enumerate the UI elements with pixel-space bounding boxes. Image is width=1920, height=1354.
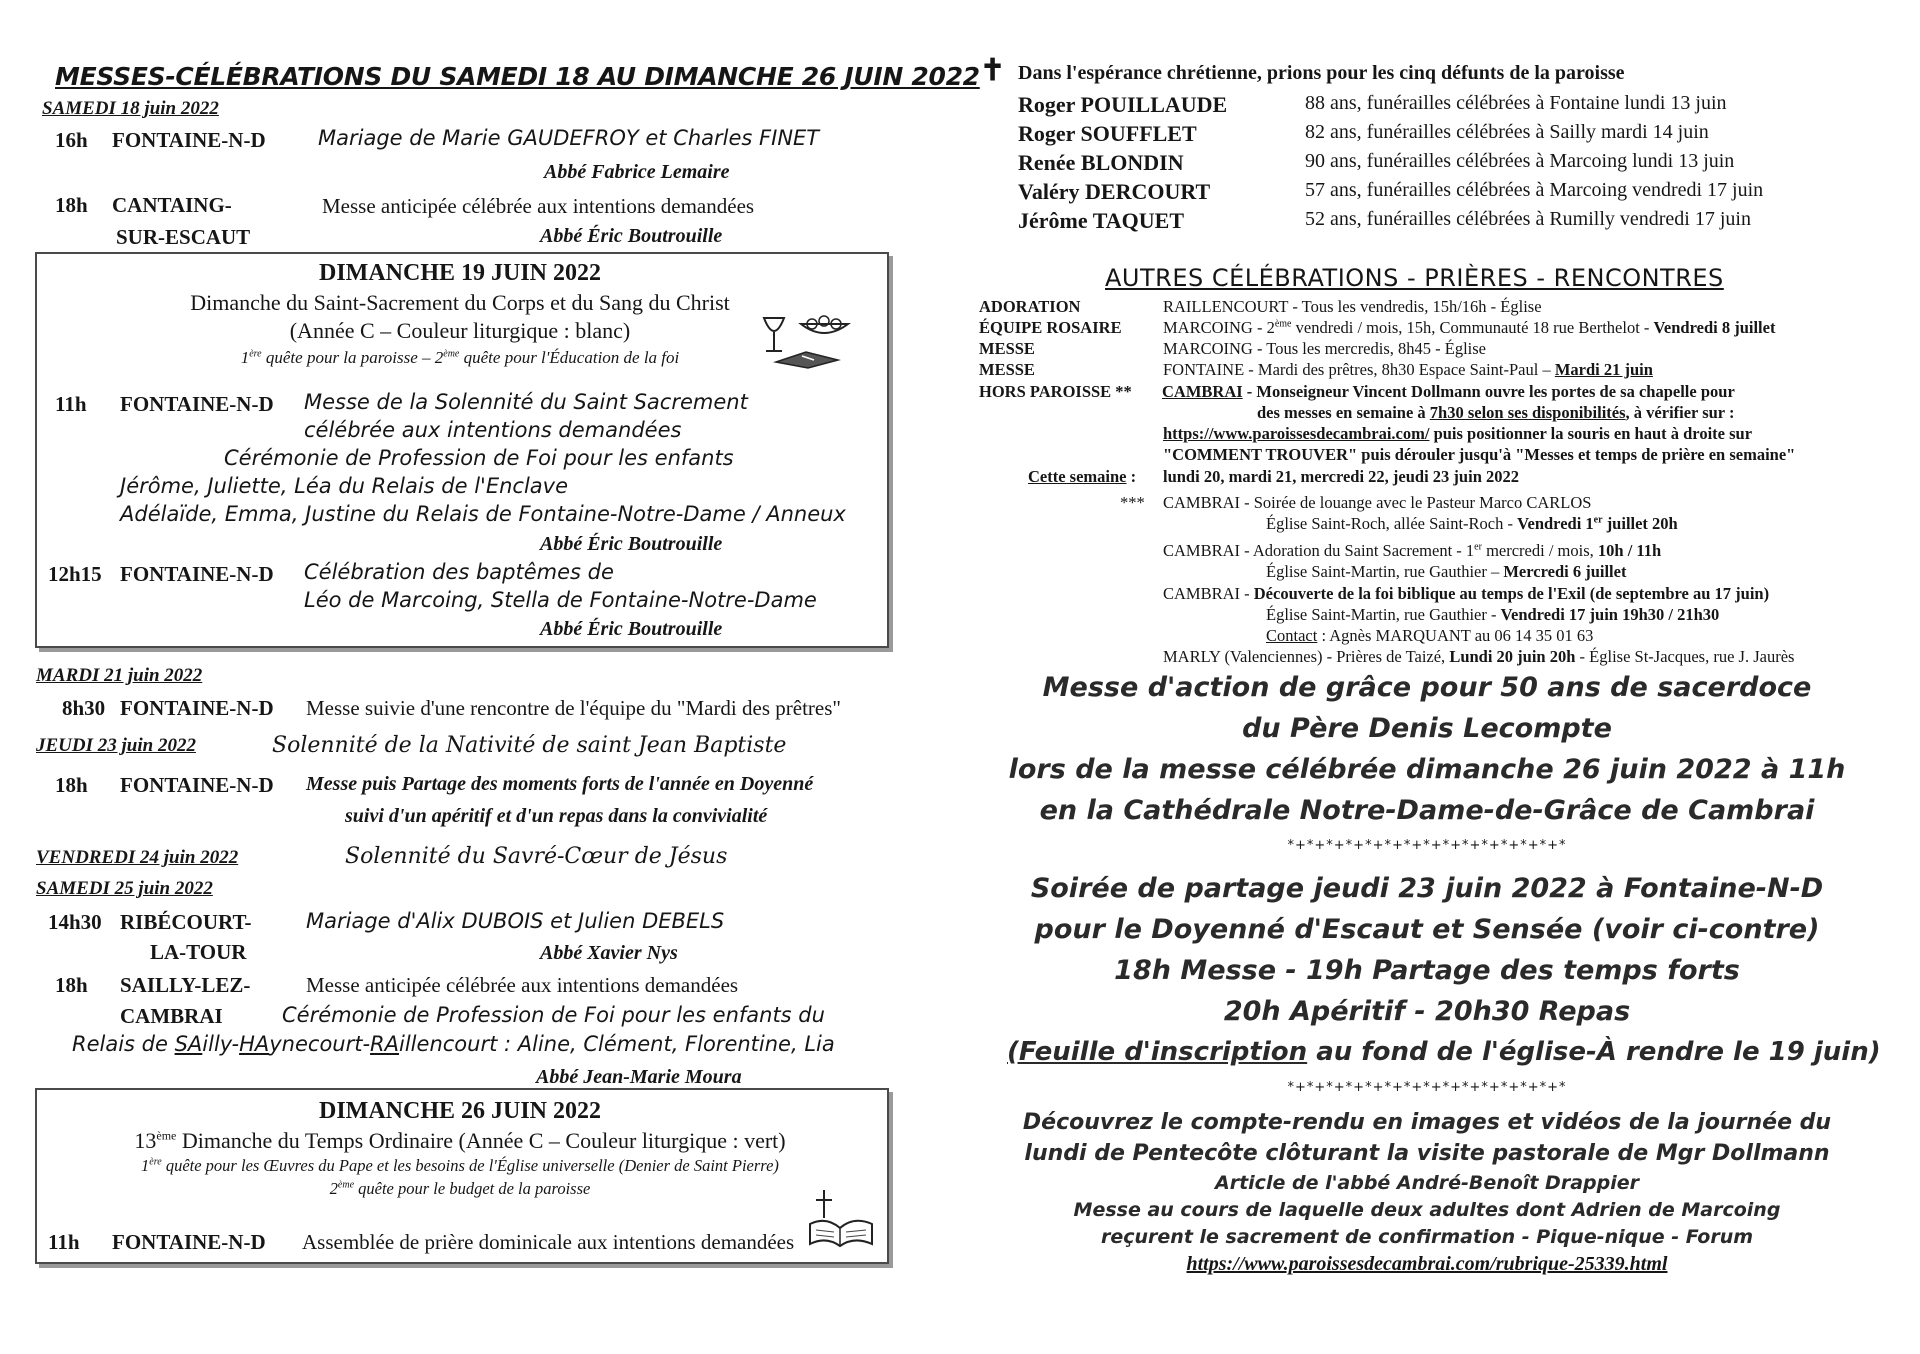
day-header-thu23: JEUDI 23 juin 2022 xyxy=(36,735,196,756)
autres-title: AUTRES CÉLÉBRATIONS - PRIÈRES - RENCONTRES xyxy=(1105,264,1724,292)
page-title: MESSES-CÉLÉBRATIONS DU SAMEDI 18 AU DIMANCHE 26 JUIN 2022 xyxy=(55,62,980,91)
deceased-info: 90 ans, funérailles célébrées à Marcoing lundi 13 juin xyxy=(1305,150,1735,172)
event-time: 8h30 xyxy=(62,696,106,720)
event-desc: Messe puis Partage des moments forts de l'année en Doyenné xyxy=(306,773,814,795)
event-time: 16h xyxy=(55,128,88,152)
row-text: Église Saint-Roch, allée Saint-Roch - Vendredi 1er juillet 20h xyxy=(1266,514,1678,533)
event-place: CAMBRAI xyxy=(120,1004,223,1028)
jubile-line4: en la Cathédrale Notre-Dame-de-Grâce de Cambrai xyxy=(1039,795,1815,826)
row-text: CAMBRAI - Monseigneur Vincent Dollmann ouvre les portes de sa chapelle pour xyxy=(1162,382,1735,401)
event-place: RIBÉCOURT- xyxy=(120,910,252,934)
book-candle-icon xyxy=(806,1188,876,1250)
row-text: MARCOING - 2ème vendredi / mois, 15h, Communauté 18 rue Berthelot - Vendredi 8 juillet xyxy=(1163,318,1776,337)
deceased-info: 82 ans, funérailles célébrées à Sailly mardi 14 juin xyxy=(1305,121,1709,143)
deceased-info: 57 ans, funérailles célébrées à Marcoing vendredi 17 juin xyxy=(1305,179,1764,201)
event-priest: Abbé Xavier Nys xyxy=(540,942,678,964)
event-time: 18h xyxy=(55,973,88,997)
event-desc: Célébration des baptêmes de xyxy=(304,560,614,584)
event-place: FONTAINE-N-D xyxy=(120,392,274,416)
event-place: FONTAINE-N-D xyxy=(112,1230,266,1254)
compte-line3: Article de l'abbé André-Benoît Drappier xyxy=(1215,1172,1639,1194)
deceased-name: Renée BLONDIN xyxy=(1018,150,1184,175)
row-label: ADORATION xyxy=(979,297,1081,316)
week-text: lundi 20, mardi 21, mercredi 22, jeudi 23 juin 2022 xyxy=(1163,467,1519,486)
soiree-line4: 20h Apéritif - 20h30 Repas xyxy=(1223,996,1631,1027)
day-header-sat25: SAMEDI 25 juin 2022 xyxy=(36,878,213,899)
jubile-line1: Messe d'action de grâce pour 50 ans de sacerdoce xyxy=(1042,672,1812,703)
soiree-line3: 18h Messe - 19h Partage des temps forts xyxy=(1114,955,1740,986)
stars-divider: *+*+*+*+*+*+*+*+*+*+*+*+*+*+* xyxy=(1287,838,1567,853)
event-priest: Abbé Fabrice Lemaire xyxy=(544,161,730,183)
sunday26-quete2: 2ème quête pour le budget de la paroisse xyxy=(329,1179,591,1198)
row-text: CAMBRAI - Soirée de louange avec le Pasteur Marco CARLOS xyxy=(1163,493,1592,512)
paroisses-link[interactable]: https://www.paroissesdecambrai.com/ xyxy=(1163,424,1430,443)
event-place: FONTAINE-N-D xyxy=(120,696,274,720)
event-place: FONTAINE-N-D xyxy=(120,562,274,586)
cross-icon: ✝ xyxy=(980,54,1006,87)
event-desc: Messe de la Solennité du Saint Sacrement xyxy=(304,390,748,414)
compte-line4: Messe au cours de laquelle deux adultes dont Adrien de Marcoing xyxy=(1073,1199,1781,1221)
event-time: 11h xyxy=(48,1230,80,1254)
row-text: MARCOING - Tous les mercredis, 8h45 - Église xyxy=(1163,339,1486,358)
compte-line2: lundi de Pentecôte clôturant la visite pastorale de Mgr Dollmann xyxy=(1024,1141,1830,1166)
row-text: des messes en semaine à 7h30 selon ses disponibilités, à vérifier sur : xyxy=(1257,403,1735,422)
event-place: FONTAINE-N-D xyxy=(120,773,274,797)
sunday26-line1: 13ème Dimanche du Temps Ordinaire (Année C – Couleur liturgique : vert) xyxy=(134,1128,786,1153)
row-text: RAILLENCOURT - Tous les vendredis, 15h/16h - Église xyxy=(1163,297,1542,316)
event-priest: Abbé Jean-Marie Moura xyxy=(536,1066,742,1088)
row-text: CAMBRAI - Découverte de la foi biblique au temps de l'Exil (de septembre au 17 juin) xyxy=(1163,584,1770,603)
event-desc: Jérôme, Juliette, Léa du Relais de l'Enclave xyxy=(120,474,569,498)
deceased-info: 52 ans, funérailles célébrées à Rumilly vendredi 17 juin xyxy=(1305,208,1751,230)
row-label: MESSE xyxy=(979,360,1035,379)
event-desc: suivi d'un apéritif et d'un repas dans la convivialité xyxy=(345,805,768,827)
row-text: Contact : Agnès MARQUANT au 06 14 35 01 63 xyxy=(1266,626,1594,645)
event-time: 18h xyxy=(55,193,88,217)
soiree-line5: (Feuille d'inscription au fond de l'église-À rendre le 19 juin) xyxy=(1007,1037,1881,1067)
sunday19-quete: 1ère quête pour la paroisse – 2ème quête pour l'Éducation de la foi xyxy=(240,348,680,367)
chalice-bread-icon xyxy=(756,310,866,370)
day-header-fri24: VENDREDI 24 juin 2022 xyxy=(36,847,239,868)
event-priest: Abbé Éric Boutrouille xyxy=(540,225,723,247)
event-desc: Messe anticipée célébrée aux intentions demandées xyxy=(306,973,739,997)
event-desc: Mariage de Marie GAUDEFROY et Charles FINET xyxy=(318,126,820,150)
row-label: MESSE xyxy=(979,339,1035,358)
event-desc: Messe suivie d'une rencontre de l'équipe du "Mardi des prêtres" xyxy=(306,696,841,720)
deceased-name: Valéry DERCOURT xyxy=(1018,179,1211,204)
event-time: 14h30 xyxy=(48,910,102,934)
event-place: LA-TOUR xyxy=(150,940,247,964)
event-desc: Adélaïde, Emma, Justine du Relais de Fontaine-Notre-Dame / Anneux xyxy=(120,502,846,526)
row-text: Église Saint-Martin, rue Gauthier – Mercredi 6 juillet xyxy=(1266,562,1627,581)
event-desc: célébrée aux intentions demandées xyxy=(304,418,682,442)
event-time: 12h15 xyxy=(48,562,102,586)
event-desc: Messe anticipée célébrée aux intentions demandées xyxy=(322,194,755,218)
event-desc: Relais de SAilly-HAynecourt-RAillencourt : Aline, Clément, Florentine, Lia xyxy=(72,1032,835,1056)
sunday19-header: DIMANCHE 19 JUIN 2022 xyxy=(319,260,601,286)
feast-title: Solennité du Savré-Cœur de Jésus xyxy=(345,844,728,869)
sunday19-line2: (Année C – Couleur liturgique : blanc) xyxy=(289,318,631,343)
row-text: CAMBRAI - Adoration du Saint Sacrement - 1er mercredi / mois, 10h / 11h xyxy=(1163,541,1662,560)
feast-title: Solennité de la Nativité de saint Jean Baptiste xyxy=(272,733,787,758)
event-priest: Abbé Éric Boutrouille xyxy=(540,533,723,555)
sunday19-line1: Dimanche du Saint-Sacrement du Corps et du Sang du Christ xyxy=(190,290,730,315)
row-text: "COMMENT TROUVER" puis dérouler jusqu'à "Messes et temps de prière en semaine" xyxy=(1163,445,1796,464)
week-label: Cette semaine : xyxy=(1028,467,1137,486)
row-label: ÉQUIPE ROSAIRE xyxy=(979,318,1122,337)
compte-line5: reçurent le sacrement de confirmation - Pique-nique - Forum xyxy=(1100,1226,1754,1248)
soiree-line2: pour le Doyenné d'Escaut et Sensée (voir ci-contre) xyxy=(1034,914,1820,945)
compte-line1: Découvrez le compte-rendu en images et vidéos de la journée du xyxy=(1022,1110,1832,1135)
event-place: CANTAING- xyxy=(112,193,232,217)
compte-url-link[interactable]: https://www.paroissesdecambrai.com/rubrique-25339.html xyxy=(1186,1253,1668,1275)
event-desc: Léo de Marcoing, Stella de Fontaine-Notre-Dame xyxy=(304,588,817,612)
sunday26-quete1: 1ère quête pour les Œuvres du Pape et les besoins de l'Église universelle (Denier de Saint Pierre) xyxy=(141,1156,779,1175)
row-text: Église Saint-Martin, rue Gauthier - Vendredi 17 juin 19h30 / 21h30 xyxy=(1266,605,1720,624)
stars-divider: *+*+*+*+*+*+*+*+*+*+*+*+*+*+* xyxy=(1287,1080,1567,1095)
row-text: FONTAINE - Mardi des prêtres, 8h30 Espace Saint-Paul – Mardi 21 juin xyxy=(1163,360,1653,379)
event-desc: Mariage d'Alix DUBOIS et Julien DEBELS xyxy=(306,909,725,933)
event-desc: Cérémonie de Profession de Foi pour les enfants du xyxy=(282,1003,825,1027)
jubile-line2: du Père Denis Lecompte xyxy=(1242,713,1612,744)
deaths-intro: Dans l'espérance chrétienne, prions pour les cinq défunts de la paroisse xyxy=(1018,62,1625,84)
event-desc: Assemblée de prière dominicale aux intentions demandées xyxy=(302,1230,795,1254)
event-desc: Cérémonie de Profession de Foi pour les enfants xyxy=(224,446,734,470)
deceased-name: Roger POUILLAUDE xyxy=(1018,92,1228,117)
day-header-tue21: MARDI 21 juin 2022 xyxy=(36,665,203,686)
event-place: FONTAINE-N-D xyxy=(112,128,266,152)
event-priest: Abbé Éric Boutrouille xyxy=(540,618,723,640)
row-text: https://www.paroissesdecambrai.com/ puis positionner la souris en haut à droite sur xyxy=(1163,424,1753,443)
deceased-name: Jérôme TAQUET xyxy=(1018,208,1184,233)
row-star: *** xyxy=(1120,493,1145,512)
sunday26-header: DIMANCHE 26 JUIN 2022 xyxy=(319,1098,601,1124)
jubile-line3: lors de la messe célébrée dimanche 26 juin 2022 à 11h xyxy=(1008,754,1846,785)
event-time: 18h xyxy=(55,773,88,797)
deceased-info: 88 ans, funérailles célébrées à Fontaine lundi 13 juin xyxy=(1305,92,1727,114)
event-place: SAILLY-LEZ- xyxy=(120,973,251,997)
row-text: MARLY (Valenciennes) - Prières de Taizé, Lundi 20 juin 20h - Église St-Jacques, rue J. Jaurès xyxy=(1163,647,1795,666)
day-header-sat18: SAMEDI 18 juin 2022 xyxy=(42,98,219,119)
event-time: 11h xyxy=(55,392,87,416)
deceased-name: Roger SOUFFLET xyxy=(1018,121,1197,146)
row-label: HORS PAROISSE ** xyxy=(979,382,1132,401)
event-place: SUR-ESCAUT xyxy=(116,225,251,249)
soiree-line1: Soirée de partage jeudi 23 juin 2022 à Fontaine-N-D xyxy=(1030,873,1824,904)
